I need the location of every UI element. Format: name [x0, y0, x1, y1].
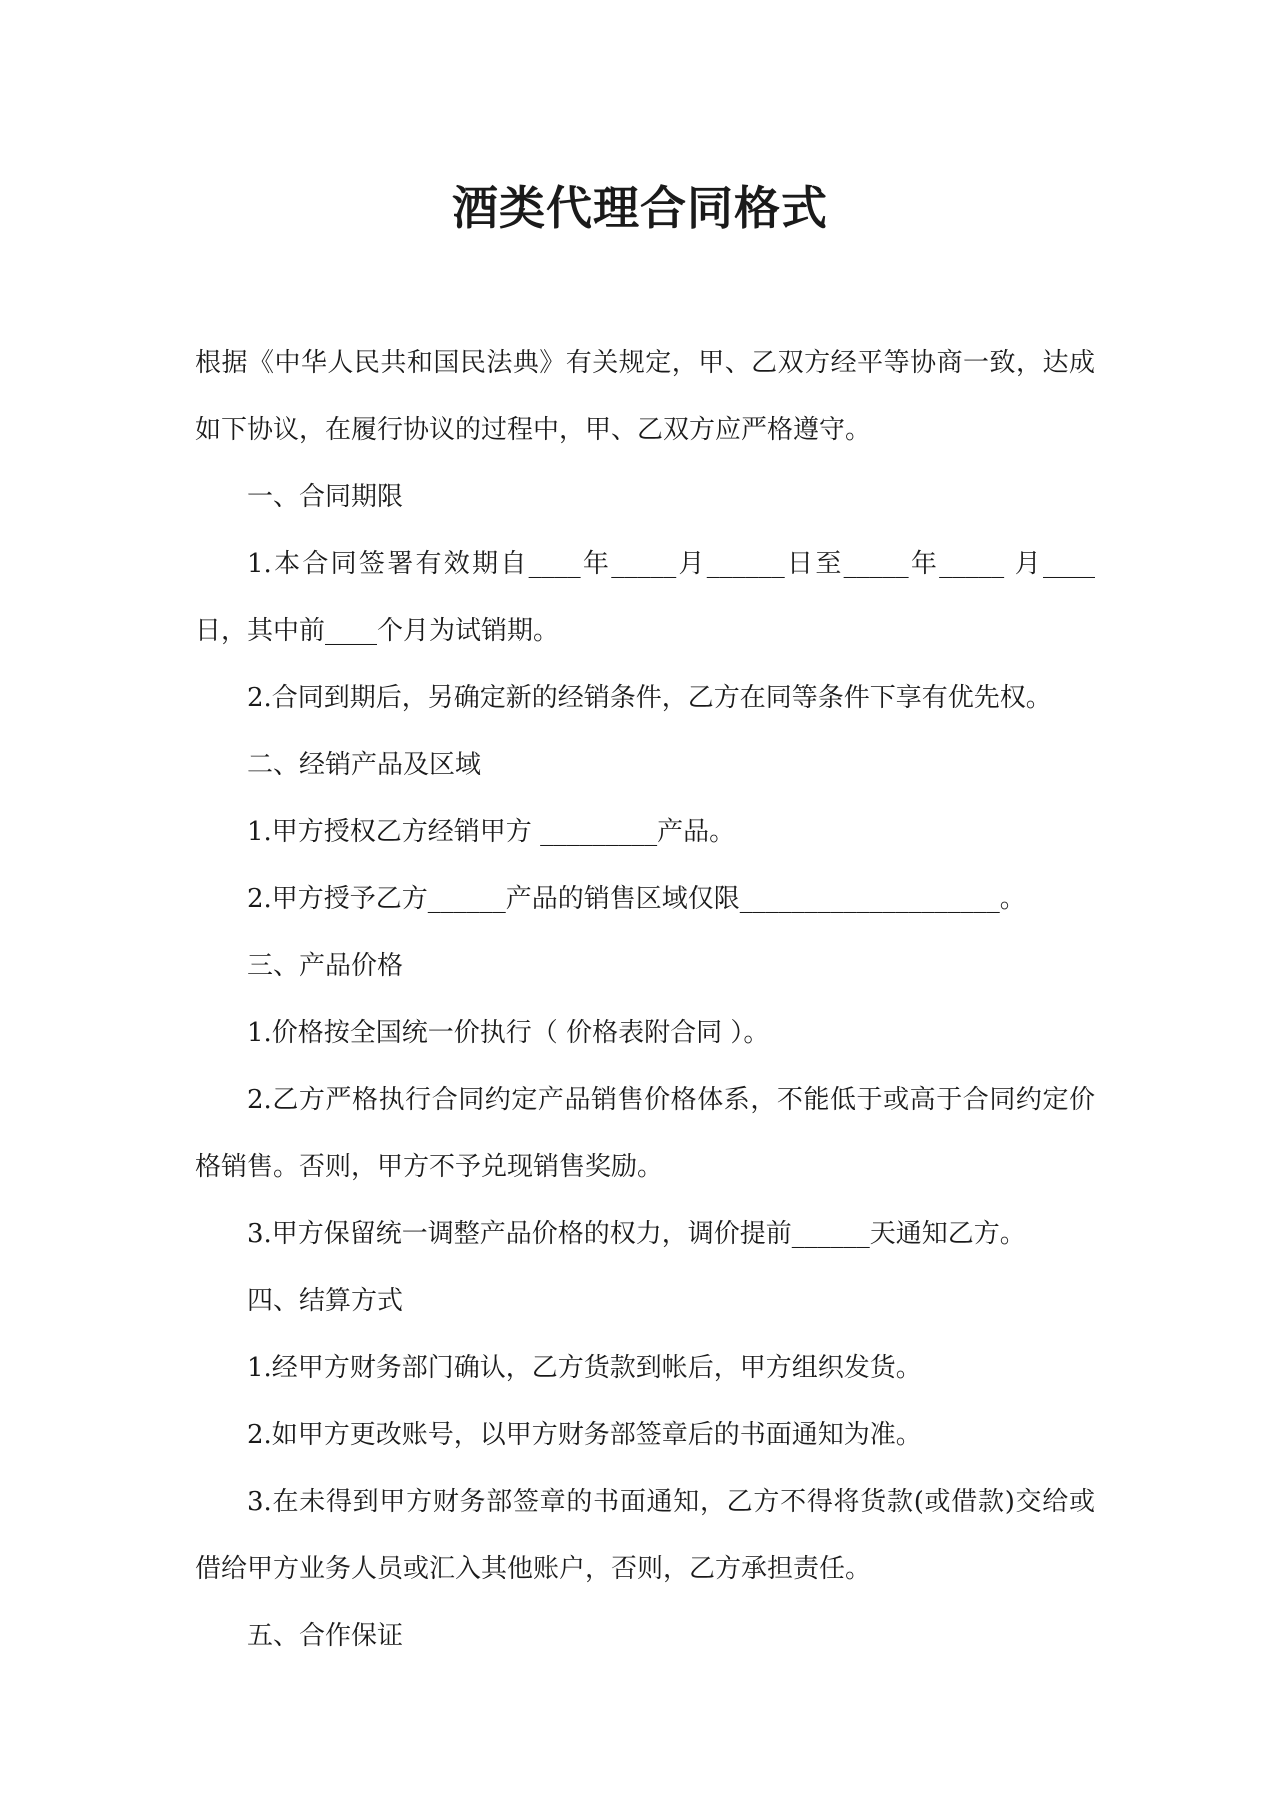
clause-products-2: 2.甲方授予乙方______产品的销售区域仅限____________________。 [247, 884, 1026, 914]
clause-price-2: 2.乙方严格执行合同约定产品销售价格体系，不能低于或高于合同约定价格销售。否则，甲方不予兑现销售奖励。 [195, 1085, 1095, 1182]
document-title: 酒类代理合同格式 [452, 181, 828, 235]
clause-products-1: 1.甲方授权乙方经销甲方 _________产品。 [247, 817, 736, 847]
clause-settlement-2: 2.如甲方更改账号，以甲方财务部签章后的书面通知为准。 [247, 1420, 922, 1450]
section-heading-term: 一、合同期限 [247, 482, 404, 512]
clause-price-3: 3.甲方保留统一调整产品价格的权力，调价提前______天通知乙方。 [247, 1219, 1026, 1249]
clause-price-1: 1.价格按全国统一价执行（ 价格表附合同 ）。 [247, 1018, 770, 1048]
section-heading-price: 三、产品价格 [247, 951, 404, 981]
document-body [195, 330, 1095, 1670]
section-heading-settlement: 四、结算方式 [247, 1286, 404, 1316]
clause-settlement-1: 1.经甲方财务部门确认，乙方货款到帐后，甲方组织发货。 [247, 1353, 922, 1383]
clause-term-1: 1.本合同签署有效期自____年_____月______日至_____年_____ 月____日，其中前____个月为试销期。 [195, 549, 1095, 646]
clause-settlement-3: 3.在未得到甲方财务部签章的书面通知，乙方不得将货款(或借款)交给或借给甲方业务人员或汇入其他账户，否则，乙方承担责任。 [195, 1487, 1095, 1584]
section-heading-products: 二、经销产品及区域 [247, 750, 482, 780]
section-heading-guarantee: 五、合作保证 [247, 1621, 404, 1651]
clause-term-2: 2.合同到期后，另确定新的经销条件，乙方在同等条件下享有优先权。 [247, 683, 1052, 713]
intro-paragraph: 根据《中华人民共和国民法典》有关规定，甲、乙双方经平等协商一致，达成如下协议，在履行协议的过程中，甲、乙双方应严格遵守。 [195, 348, 1095, 445]
